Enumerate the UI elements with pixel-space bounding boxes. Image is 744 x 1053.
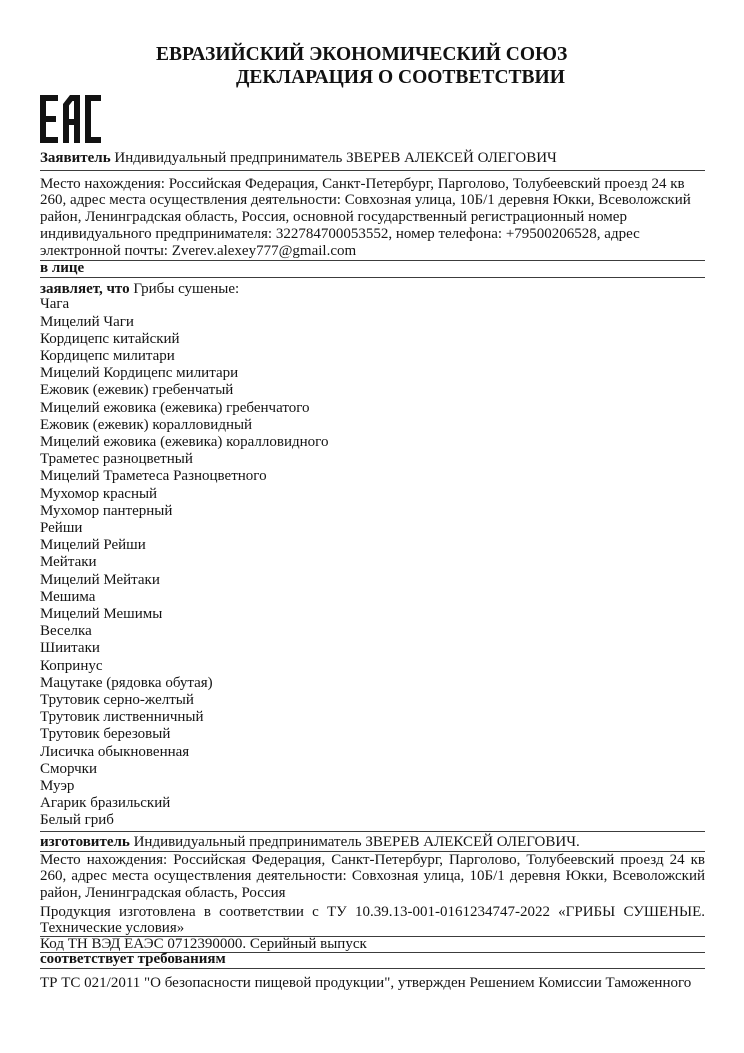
- product-item: Мицелий Рейши: [40, 537, 146, 554]
- product-item: Трутовик серно-желтый: [40, 692, 194, 709]
- document-title: ДЕКЛАРАЦИЯ О СООТВЕТСТВИИ: [236, 67, 565, 88]
- manufacturer-name: Индивидуальный предприниматель ЗВЕРЕВ АЛЕКСЕЙ ОЛЕГОВИЧ.: [133, 833, 580, 850]
- divider-line: [40, 968, 705, 969]
- product-item: Мухомор красный: [40, 485, 158, 502]
- production-basis: [40, 904, 705, 937]
- address-line: 260, адрес места осуществления деятельности: Совхозная улица, 10Б/1 деревня Юкки, Всеволожский: [40, 868, 705, 885]
- product-item: Мейтаки: [40, 554, 97, 571]
- applicant-address: [40, 176, 705, 260]
- applicant-line: [40, 150, 705, 167]
- product-item: Мицелий Траметеса Разноцветного: [40, 468, 267, 485]
- product-item: Муэр: [40, 778, 75, 795]
- product-item: Лисичка обыкновенная: [40, 743, 190, 760]
- union-title: ЕВРАЗИЙСКИЙ ЭКОНОМИЧЕСКИЙ СОЮЗ: [156, 44, 568, 65]
- declaration-label: заявляет, что: [40, 280, 130, 297]
- product-item: Кордицепс китайский: [40, 330, 180, 347]
- regulation-line: ТР ТС 021/2011 "О безопасности пищевой продукции", утвержден Решением Комиссии Таможенного: [40, 974, 692, 991]
- divider-line: [40, 170, 705, 171]
- declaration-line: [40, 281, 705, 298]
- declared-product: Грибы сушеные:: [133, 280, 240, 297]
- manufacturer-line: [40, 834, 705, 851]
- product-list: [40, 296, 705, 829]
- product-item: Сморчки: [40, 760, 97, 777]
- product-item: Агарик бразильский: [40, 795, 171, 812]
- product-item: Ежовик (ежевик) коралловидный: [40, 416, 253, 433]
- address-line: 260, адрес места осуществления деятельности: Совхозная улица, 10Б/1 деревня Юкки, Всеволожский: [40, 192, 691, 209]
- eac-mark-icon: [40, 95, 102, 143]
- address-line: район, Ленинградская область, Россия, основной государственный регистрационный номер: [40, 209, 627, 226]
- compliance-label: соответствует требованиям: [40, 950, 226, 967]
- address-line: электронной почты: Zverev.alexey777@gmail.com: [40, 242, 357, 259]
- divider-line: [40, 277, 705, 278]
- product-item: Мицелий Мейтаки: [40, 571, 160, 588]
- manufacturer-label: изготовитель: [40, 833, 130, 850]
- customs-code: Код ТН ВЭД ЕАЭС 0712390000. Серийный выпуск: [40, 935, 367, 952]
- applicant-label: Заявитель: [40, 149, 111, 166]
- divider-line: [40, 831, 705, 832]
- product-item: Кордицепс милитари: [40, 348, 175, 364]
- product-item: Мицелий ежовика (ежевика) гребенчатого: [40, 399, 310, 416]
- product-item: Мацутаке (рядовка обутая): [40, 674, 213, 691]
- product-item: Мицелий Чаги: [40, 313, 134, 330]
- production-basis-line: Продукция изготовлена в соответствии с ТУ 10.39.13-001-0161234747-2022 «ГРИБЫ СУШЕНЫЕ.: [40, 903, 705, 920]
- product-item: Мухомор пантерный: [40, 502, 173, 519]
- represented-by-label: в лице: [40, 259, 85, 276]
- product-item: Мицелий Мешимы: [40, 606, 163, 623]
- product-item: Копринус: [40, 657, 103, 674]
- applicant-name: Индивидуальный предприниматель ЗВЕРЕВ АЛЕКСЕЙ ОЛЕГОВИЧ: [114, 149, 557, 166]
- product-item: Белый гриб: [40, 812, 114, 829]
- product-item: Веселка: [40, 623, 92, 640]
- product-item: Ежовик (ежевик) гребенчатый: [40, 382, 234, 399]
- product-item: Трутовик лиственничный: [40, 709, 204, 726]
- product-item: Рейши: [40, 520, 83, 537]
- manufacturer-address: [40, 852, 705, 902]
- address-line: Место нахождения: Российская Федерация, Санкт-Петербург, Парголово, Толубеевский проезд 24 кв: [40, 851, 705, 868]
- production-basis-line: Технические условия»: [40, 919, 185, 936]
- product-item: Траметес разноцветный: [40, 451, 193, 468]
- product-item: Мешима: [40, 588, 96, 605]
- address-line: Место нахождения: Российская Федерация, Санкт-Петербург, Парголово, Толубеевский проезд 24 кв: [40, 175, 685, 192]
- product-item: Мицелий Кордицепс милитари: [40, 365, 239, 382]
- product-item: Чага: [40, 296, 70, 313]
- product-item: Мицелий ежовика (ежевика) коралловидного: [40, 434, 329, 451]
- address-line: индивидуального предпринимателя: 322784700053552, номер телефона: +79500206528, адрес: [40, 225, 640, 242]
- product-item: Шиитаки: [40, 640, 100, 657]
- product-item: Трутовик березовый: [40, 726, 171, 743]
- address-line: район, Ленинградская область, Россия: [40, 884, 286, 901]
